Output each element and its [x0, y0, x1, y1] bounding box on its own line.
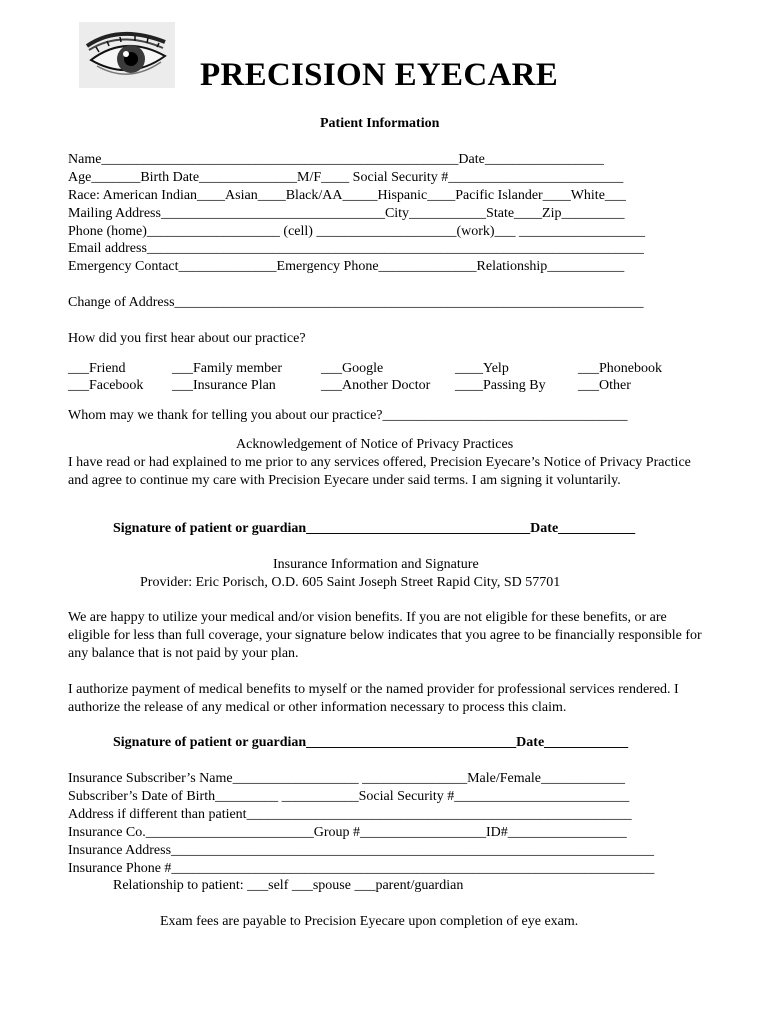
- benefits-paragraph: We are happy to utilize your medical and/or vision benefits. If you are not eligible for these benefits, or are eligible for less than full coverage, your signature below indicates that you agree to be financially responsible for any balance that is not paid by your plan.: [68, 610, 702, 661]
- privacy-heading: Acknowledgement of Notice of Privacy Practices: [236, 437, 514, 452]
- insurance-address-line[interactable]: Insurance Address_____________________________________________________________________: [68, 843, 655, 858]
- option-passing-by[interactable]: ____Passing By: [455, 378, 546, 393]
- relationship-line[interactable]: Relationship to patient: ___self ___spouse ___parent/guardian: [113, 878, 464, 893]
- insurance-signature-line[interactable]: Signature of patient or guardian______________________________Date____________: [113, 735, 629, 750]
- insurance-phone-line[interactable]: Insurance Phone #_____________________________________________________________________: [68, 861, 655, 876]
- emergency-contact-line[interactable]: Emergency Contact______________Emergency Phone______________Relationship___________: [68, 259, 625, 274]
- option-family-member[interactable]: ___Family member: [172, 361, 283, 376]
- authorization-paragraph: I authorize payment of medical benefits to myself or the named provider for professional services rendered. I authorize the release of any medical or other information necessary to process this claim.: [68, 682, 679, 715]
- exam-fees-note: Exam fees are payable to Precision Eyecare upon completion of eye exam.: [160, 914, 579, 929]
- eye-icon: [79, 22, 175, 88]
- option-facebook[interactable]: ___Facebook: [68, 378, 144, 393]
- subscriber-dob-line[interactable]: Subscriber’s Date of Birth_________ ___________Social Security #_________________________: [68, 789, 630, 804]
- name-date-line[interactable]: Name___________________________________________________Date_________________: [68, 152, 604, 167]
- option-yelp[interactable]: ____Yelp: [455, 361, 509, 376]
- mailing-address-line[interactable]: Mailing Address________________________________City___________State____Zip_________: [68, 206, 625, 221]
- option-google[interactable]: ___Google: [321, 361, 384, 376]
- referral-thank-line[interactable]: Whom may we thank for telling you about our practice?___________________________________: [68, 408, 628, 423]
- eye-logo: [79, 22, 175, 88]
- page-title: PRECISION EYECARE: [200, 57, 559, 93]
- email-line[interactable]: Email address_______________________________________________________________________: [68, 241, 644, 256]
- privacy-signature-line[interactable]: Signature of patient or guardian________________________________Date___________: [113, 521, 636, 536]
- provider-info: Provider: Eric Porisch, O.D. 605 Saint Joseph Street Rapid City, SD 57701: [140, 575, 561, 590]
- option-friend[interactable]: ___Friend: [68, 361, 126, 376]
- privacy-text: I have read or had explained to me prior to any services offered, Precision Eyecare’s Notice of Privacy Practice and agree to continue my care with Precision Eyecare under said terms. I am signing it voluntarily.: [68, 455, 691, 488]
- subscriber-name-line[interactable]: Insurance Subscriber’s Name__________________ _______________Male/Female____________: [68, 771, 625, 786]
- option-other[interactable]: ___Other: [578, 378, 631, 393]
- insurance-company-line[interactable]: Insurance Co.________________________Group #__________________ID#_________________: [68, 825, 627, 840]
- insurance-heading: Insurance Information and Signature: [273, 557, 479, 572]
- address-if-different-line[interactable]: Address if different than patient_______________________________________________________: [68, 807, 632, 822]
- race-line[interactable]: Race: American Indian____Asian____Black/AA_____Hispanic____Pacific Islander____White___: [68, 188, 626, 203]
- section-title-patient-information: Patient Information: [320, 116, 440, 131]
- change-of-address-line[interactable]: Change of Address___________________________________________________________________: [68, 295, 644, 310]
- phone-line[interactable]: Phone (home)___________________ (cell) ____________________(work)___ __________________: [68, 224, 646, 239]
- option-insurance-plan[interactable]: ___Insurance Plan: [172, 378, 276, 393]
- referral-question: How did you first hear about our practice?: [68, 331, 306, 346]
- age-birthdate-line[interactable]: Age_______Birth Date______________M/F____ Social Security #_________________________: [68, 170, 624, 185]
- option-another-doctor[interactable]: ___Another Doctor: [321, 378, 431, 393]
- option-phonebook[interactable]: ___Phonebook: [578, 361, 662, 376]
